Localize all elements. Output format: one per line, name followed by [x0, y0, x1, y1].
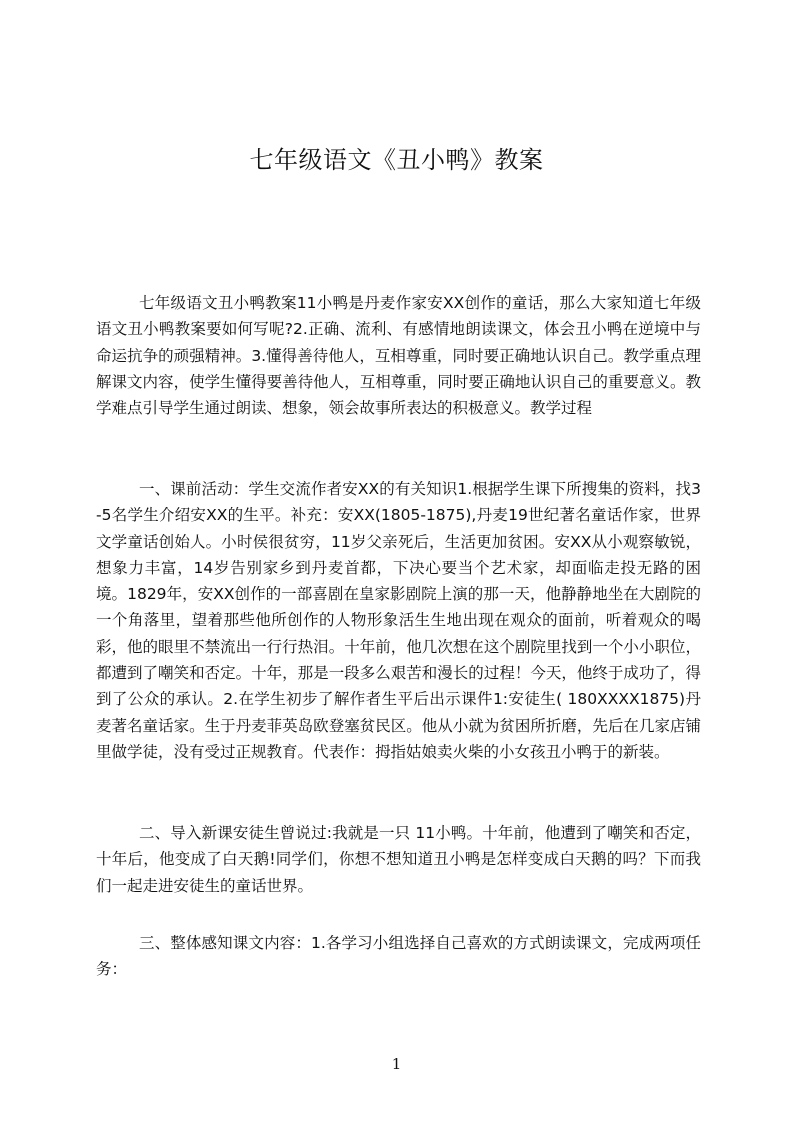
- paragraph-section-three: 三、整体感知课文内容：1.各学习小组选择自己喜欢的方式朗读课文，完成两项任务：: [96, 934, 701, 979]
- paragraph-section-two: 二、导入新课安徒生曾说过:我就是一只 11小鸭。十年前，他遭到了嘲笑和否定，十年后，他变成了白天鹅!同学们，你想不想知道丑小鸭是怎样变成白天鹅的吗？下而我们一起走进安徒生的童话世界。: [96, 824, 701, 895]
- paragraph-intro: 七年级语文丑小鸭教案11小鸭是丹麦作家安XX创作的童话，那么大家知道七年级语文丑小鸭教案要如何写呢?2.正确、流利、有感情地朗读课文，体会丑小鸭在逆境中与命运抗争的顽强精神。3.懂得善待他人，互相尊重，同时要正确地认识自己。教学重点理解课文内容，使学生懂得要善待他人，互相尊重，同时要正确地认识自己的重要意义。教学难点引导学生通过朗读、想象，领会故事所表达的积极意义。教学过程: [96, 294, 701, 418]
- page-title: 七年级语文《丑小鸭》教案: [249, 146, 544, 174]
- page-number: 1: [391, 1055, 402, 1073]
- paragraph-section-one: 一、课前活动：学生交流作者安XX的有关知识1.根据学生课下所搜集的资料，找3-5名学生介绍安XX的生平。补充：安XX(1805-1875),丹麦19世纪著名童话作家，世界文学童话创始人。小时侯很贫穷，11岁父亲死后，生活更加贫困。安XX从小观察敏锐，想象力丰富，14岁告别家乡到丹麦首都，下决心要当个艺术家，却面临走投无路的困境。1829年，安XX创作的一部喜剧在皇家影剧院上演的那一天，他静静地坐在大剧院的一个角落里，望着那些他所创作的人物形象活生生地出现在观众的面前，听着观众的喝彩，他的眼里不禁流出一行行热泪。十年前，他几次想在这个剧院里找到一个小小职位，都遭到了嘲笑和否定。十年，那是一段多么艰苦和漫长的过程！今天，他终于成功了，得到了公众的承认。2.在学生初步了解作者生平后出示课件1:安徒生( 180XXXX1875)丹麦著名童话家。生于丹麦菲英岛欧登塞贫民区。他从小就为贫困所折磨，先后在几家店铺里做学徒，没有受过正规教育。代表作：拇指姑娘卖火柴的小女孩丑小鸭于的新装。: [96, 480, 701, 761]
